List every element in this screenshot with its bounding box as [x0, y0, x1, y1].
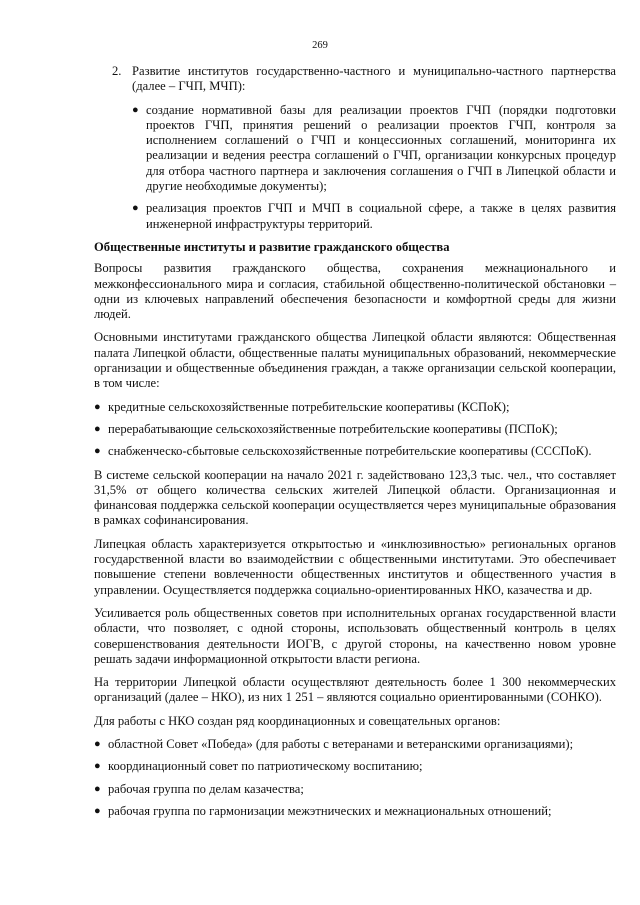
page-number: 269 [312, 40, 328, 51]
bullet-icon: ● [94, 737, 101, 750]
numbered-item-2 [94, 64, 616, 95]
paragraph: В системе сельской кооперации на начало 2021 г. задействовано 123,3 тыс. чел., что составляет 31,5% от общего количества сельских жителей Липецкой области. Организационная и финансовая поддержка сельской кооперации осуществляется через муниципальные образования в рамках софинансирования. [94, 467, 616, 528]
list-item: ● создание нормативной базы для реализации проектов ГЧП (порядки подготовки проектов ГЧП, принятия решений о реализации проектов ГЧП, контроля за исполнением соглашений о ГЧП и концессионных соглашений, мониторинга их реализации и ведения реестра соглашений о ГЧП, организации конкурсных процедур для отбора частного партнера и заключения соглашения о ГЧП в Липецкой области и другие необходимые документы); [132, 102, 616, 194]
ppp-bullet-list [132, 103, 616, 232]
coop-bullet-list [94, 400, 616, 460]
list-item: ● снабженческо-сбытовые сельскохозяйственные потребительские кооперативы (СССПоК). [94, 444, 592, 459]
list-item: ● рабочая группа по делам казачества; [94, 781, 304, 796]
paragraph: Липецкая область характеризуется открытостью и «инклюзивностью» региональных органов государственной власти во взаимодействии с общественными институтами. Это обеспечивает повышение степени вовлеченности общественных институтов и общественного участия в управлении. Осуществляется поддержка социально-ориентированных НКО, казачества и др. [94, 536, 616, 597]
paragraph: Вопросы развития гражданского общества, сохранения межнационального и межконфессионального мира и согласия, стабильной общественно-политической обстановки – одни из ключевых направлений обеспечения безопасности и комфортной среды для жизни людей. [94, 261, 616, 322]
paragraph: Для работы с НКО создан ряд координационных и совещательных органов: [94, 713, 501, 728]
bullet-icon: ● [94, 400, 101, 413]
list-item: ● областной Совет «Победа» (для работы с ветеранами и ветеранскими организациями); [94, 736, 574, 751]
bullet-icon: ● [132, 202, 139, 215]
paragraph: На территории Липецкой области осуществляют деятельность более 1 300 некоммерческих организаций (далее – НКО), из них 1 251 – являются социально ориентированными (СОНКО). [94, 675, 616, 705]
list-item: ● реализация проектов ГЧП и МЧП в социальной сфере, а также в целях развития инженерной инфраструктуры территорий. [132, 201, 616, 231]
list-item: ● рабочая группа по гармонизации межэтнических и межнациональных отношений; [94, 803, 552, 818]
list-item: ● кредитные сельскохозяйственные потребительские кооперативы (КСПоК); [94, 399, 510, 414]
item-number: 2. [112, 64, 122, 78]
bullet-icon: ● [94, 782, 101, 795]
bullet-icon: ● [94, 760, 101, 773]
page-content [94, 64, 616, 827]
section-heading: Общественные институты и развитие гражданского общества [94, 239, 450, 254]
paragraph: Основными институтами гражданского общества Липецкой области являются: Общественная палата Липецкой области, общественные палаты муниципальных образований, некоммерческие организации и общественные объединения граждан, а также организации сельской кооперации, в том числе: [94, 330, 616, 391]
paragraph: Усиливается роль общественных советов при исполнительных органах государственной власти области, что позволяет, с одной стороны, использовать общественный контроль в целях совершенствования деятельности ИОГВ, с другой стороны, на качественно новом уровне решать задачи информационной открытости власти региона. [94, 605, 616, 666]
item-text: Развитие институтов государственно-частного и муниципально-частного партнерства (далее – ГЧП, МЧП): [132, 64, 616, 94]
list-item: ● координационный совет по патриотическому воспитанию; [94, 759, 423, 774]
bullet-icon: ● [94, 445, 101, 458]
bullet-icon: ● [132, 103, 139, 116]
bullet-icon: ● [94, 804, 101, 817]
list-item: ● перерабатывающие сельскохозяйственные потребительские кооперативы (ПСПоК); [94, 421, 558, 436]
bullet-icon: ● [94, 422, 101, 435]
nko-bullet-list [94, 737, 616, 819]
